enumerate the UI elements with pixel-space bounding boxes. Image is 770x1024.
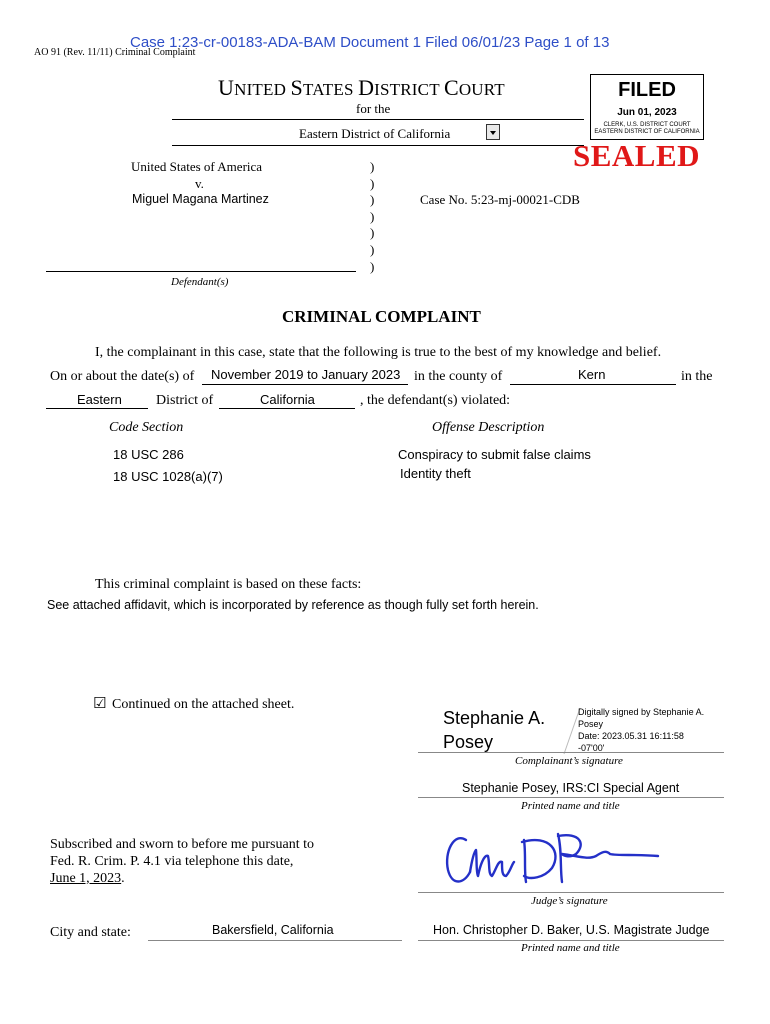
court-title-letter: C — [443, 75, 459, 100]
sworn-date-line — [50, 870, 314, 887]
sealed-stamp: SEALED — [573, 138, 701, 173]
filed-clerk-line: EASTERN DISTRICT OF CALIFORNIA — [594, 129, 700, 135]
caption-paren: ) — [370, 159, 375, 174]
dates-rule — [202, 384, 408, 385]
title-rule — [172, 119, 584, 120]
offense-item: Conspiracy to submit false claims — [398, 447, 591, 462]
on-or-about-label: On or about the date(s) of — [50, 369, 195, 384]
district-name: Eastern District of California — [299, 126, 451, 141]
caption-parens — [370, 159, 380, 275]
code-section-header: Code Section — [109, 420, 184, 435]
judge-printed-rule — [418, 940, 724, 941]
filed-clerk — [591, 122, 703, 136]
caption-paren: ) — [370, 208, 375, 224]
offense-item: Identity theft — [400, 466, 471, 481]
complainant-sig-rule — [418, 752, 724, 753]
versus-label: v. — [195, 176, 204, 191]
judge-sig-rule — [418, 892, 724, 893]
filed-stamp — [590, 74, 704, 140]
digital-signature-note — [578, 706, 704, 754]
defendant-rule — [46, 271, 356, 272]
judge-handwritten-signature — [440, 826, 670, 896]
facts-intro: This criminal complaint is based on these facts: — [95, 577, 362, 592]
case-header: Case 1:23-cr-00183-ADA-BAM Document 1 Filed 06/01/23 Page 1 of 13 — [130, 34, 610, 51]
court-title-letter: S — [290, 75, 303, 100]
signature-name-line: Stephanie A. — [443, 708, 546, 728]
case-number: Case No. 5:23-mj-00021-CDB — [420, 192, 580, 207]
sworn-line: Subscribed and sworn to before me pursuant to — [50, 837, 314, 852]
for-the-label: for the — [356, 101, 391, 116]
facts-text: See attached affidavit, which is incorporated by reference as though fully set forth herein. — [47, 598, 539, 612]
state-rule — [219, 408, 355, 409]
district-rule — [172, 145, 584, 146]
complaint-title: CRIMINAL COMPLAINT — [282, 307, 481, 326]
complainant-printed-label: Printed name and title — [521, 800, 620, 812]
continued-checkbox[interactable]: ☑ — [93, 695, 107, 712]
district-value: Eastern — [77, 392, 122, 407]
code-section-item: 18 USC 1028(a)(7) — [113, 469, 223, 484]
complainant-printed-name: Stephanie Posey, IRS:CI Special Agent — [462, 781, 680, 795]
complaint-intro: I, the complainant in this case, state that the following is true to the best of my knowledge and belief. — [95, 345, 662, 360]
complainant-printed-rule — [418, 797, 724, 798]
digital-note-line: Date: 2023.05.31 16:11:58 — [578, 731, 684, 741]
caption-paren: ) — [370, 258, 375, 274]
judge-sig-label: Judge’s signature — [531, 895, 608, 907]
caption-paren: ) — [370, 192, 375, 208]
county-value: Kern — [578, 367, 606, 382]
court-title-word: OURT — [458, 80, 505, 99]
district-dropdown-arrow-icon[interactable] — [486, 124, 500, 140]
signature-name-line: Posey — [443, 732, 494, 752]
digital-note-line: Digitally signed by Stephanie A. — [578, 707, 705, 717]
in-the-label: in the — [681, 369, 713, 384]
city-state-label: City and state: — [50, 925, 131, 940]
filed-clerk-line: CLERK, U.S. DISTRICT COURT — [603, 122, 691, 128]
in-county-label: in the county of — [414, 369, 503, 384]
sworn-statement — [50, 836, 314, 887]
continued-label: Continued on the attached sheet. — [112, 697, 295, 712]
district-of-label: District of — [156, 393, 214, 408]
city-state-rule — [148, 940, 402, 941]
offense-description-header: Offense Description — [432, 420, 545, 435]
violated-label: , the defendant(s) violated: — [360, 393, 511, 408]
court-title-letter: U — [218, 75, 235, 100]
form-id: AO 91 (Rev. 11/11) Criminal Complaint — [34, 47, 196, 58]
sworn-date: June 1, 2023 — [50, 871, 122, 886]
sworn-line: Fed. R. Crim. P. 4.1 via telephone this date, — [50, 854, 294, 869]
court-title — [218, 75, 505, 101]
court-title-word: TATES — [302, 80, 359, 99]
dates-value: November 2019 to January 2023 — [211, 367, 401, 382]
court-title-word: NITED — [234, 80, 291, 99]
defendant-name: Miguel Magana Martinez — [132, 192, 269, 206]
judge-printed-name: Hon. Christopher D. Baker, U.S. Magistrate Judge — [433, 923, 710, 937]
complainant-signature-name — [443, 706, 545, 754]
digital-note-line: -07'00' — [578, 743, 605, 753]
plaintiff-name: United States of America — [131, 159, 263, 174]
court-title-word: ISTRICT — [374, 80, 444, 99]
judge-printed-label: Printed name and title — [521, 942, 620, 954]
city-state-value: Bakersfield, California — [212, 923, 334, 937]
filed-date: Jun 01, 2023 — [617, 107, 677, 118]
caption-paren: ) — [370, 241, 375, 257]
defendant-label: Defendant(s) — [171, 276, 229, 288]
code-section-item: 18 USC 286 — [113, 447, 184, 462]
caption-paren: ) — [370, 225, 375, 241]
caption-paren: ) — [370, 175, 375, 191]
sworn-period: . — [121, 871, 125, 886]
state-value: California — [260, 392, 315, 407]
court-title-letter: D — [358, 75, 375, 100]
complainant-sig-label: Complainant’s signature — [515, 755, 623, 767]
district-value-rule — [46, 408, 148, 409]
digital-note-line: Posey — [578, 719, 604, 729]
filed-label: FILED — [618, 79, 676, 101]
county-rule — [510, 384, 676, 385]
